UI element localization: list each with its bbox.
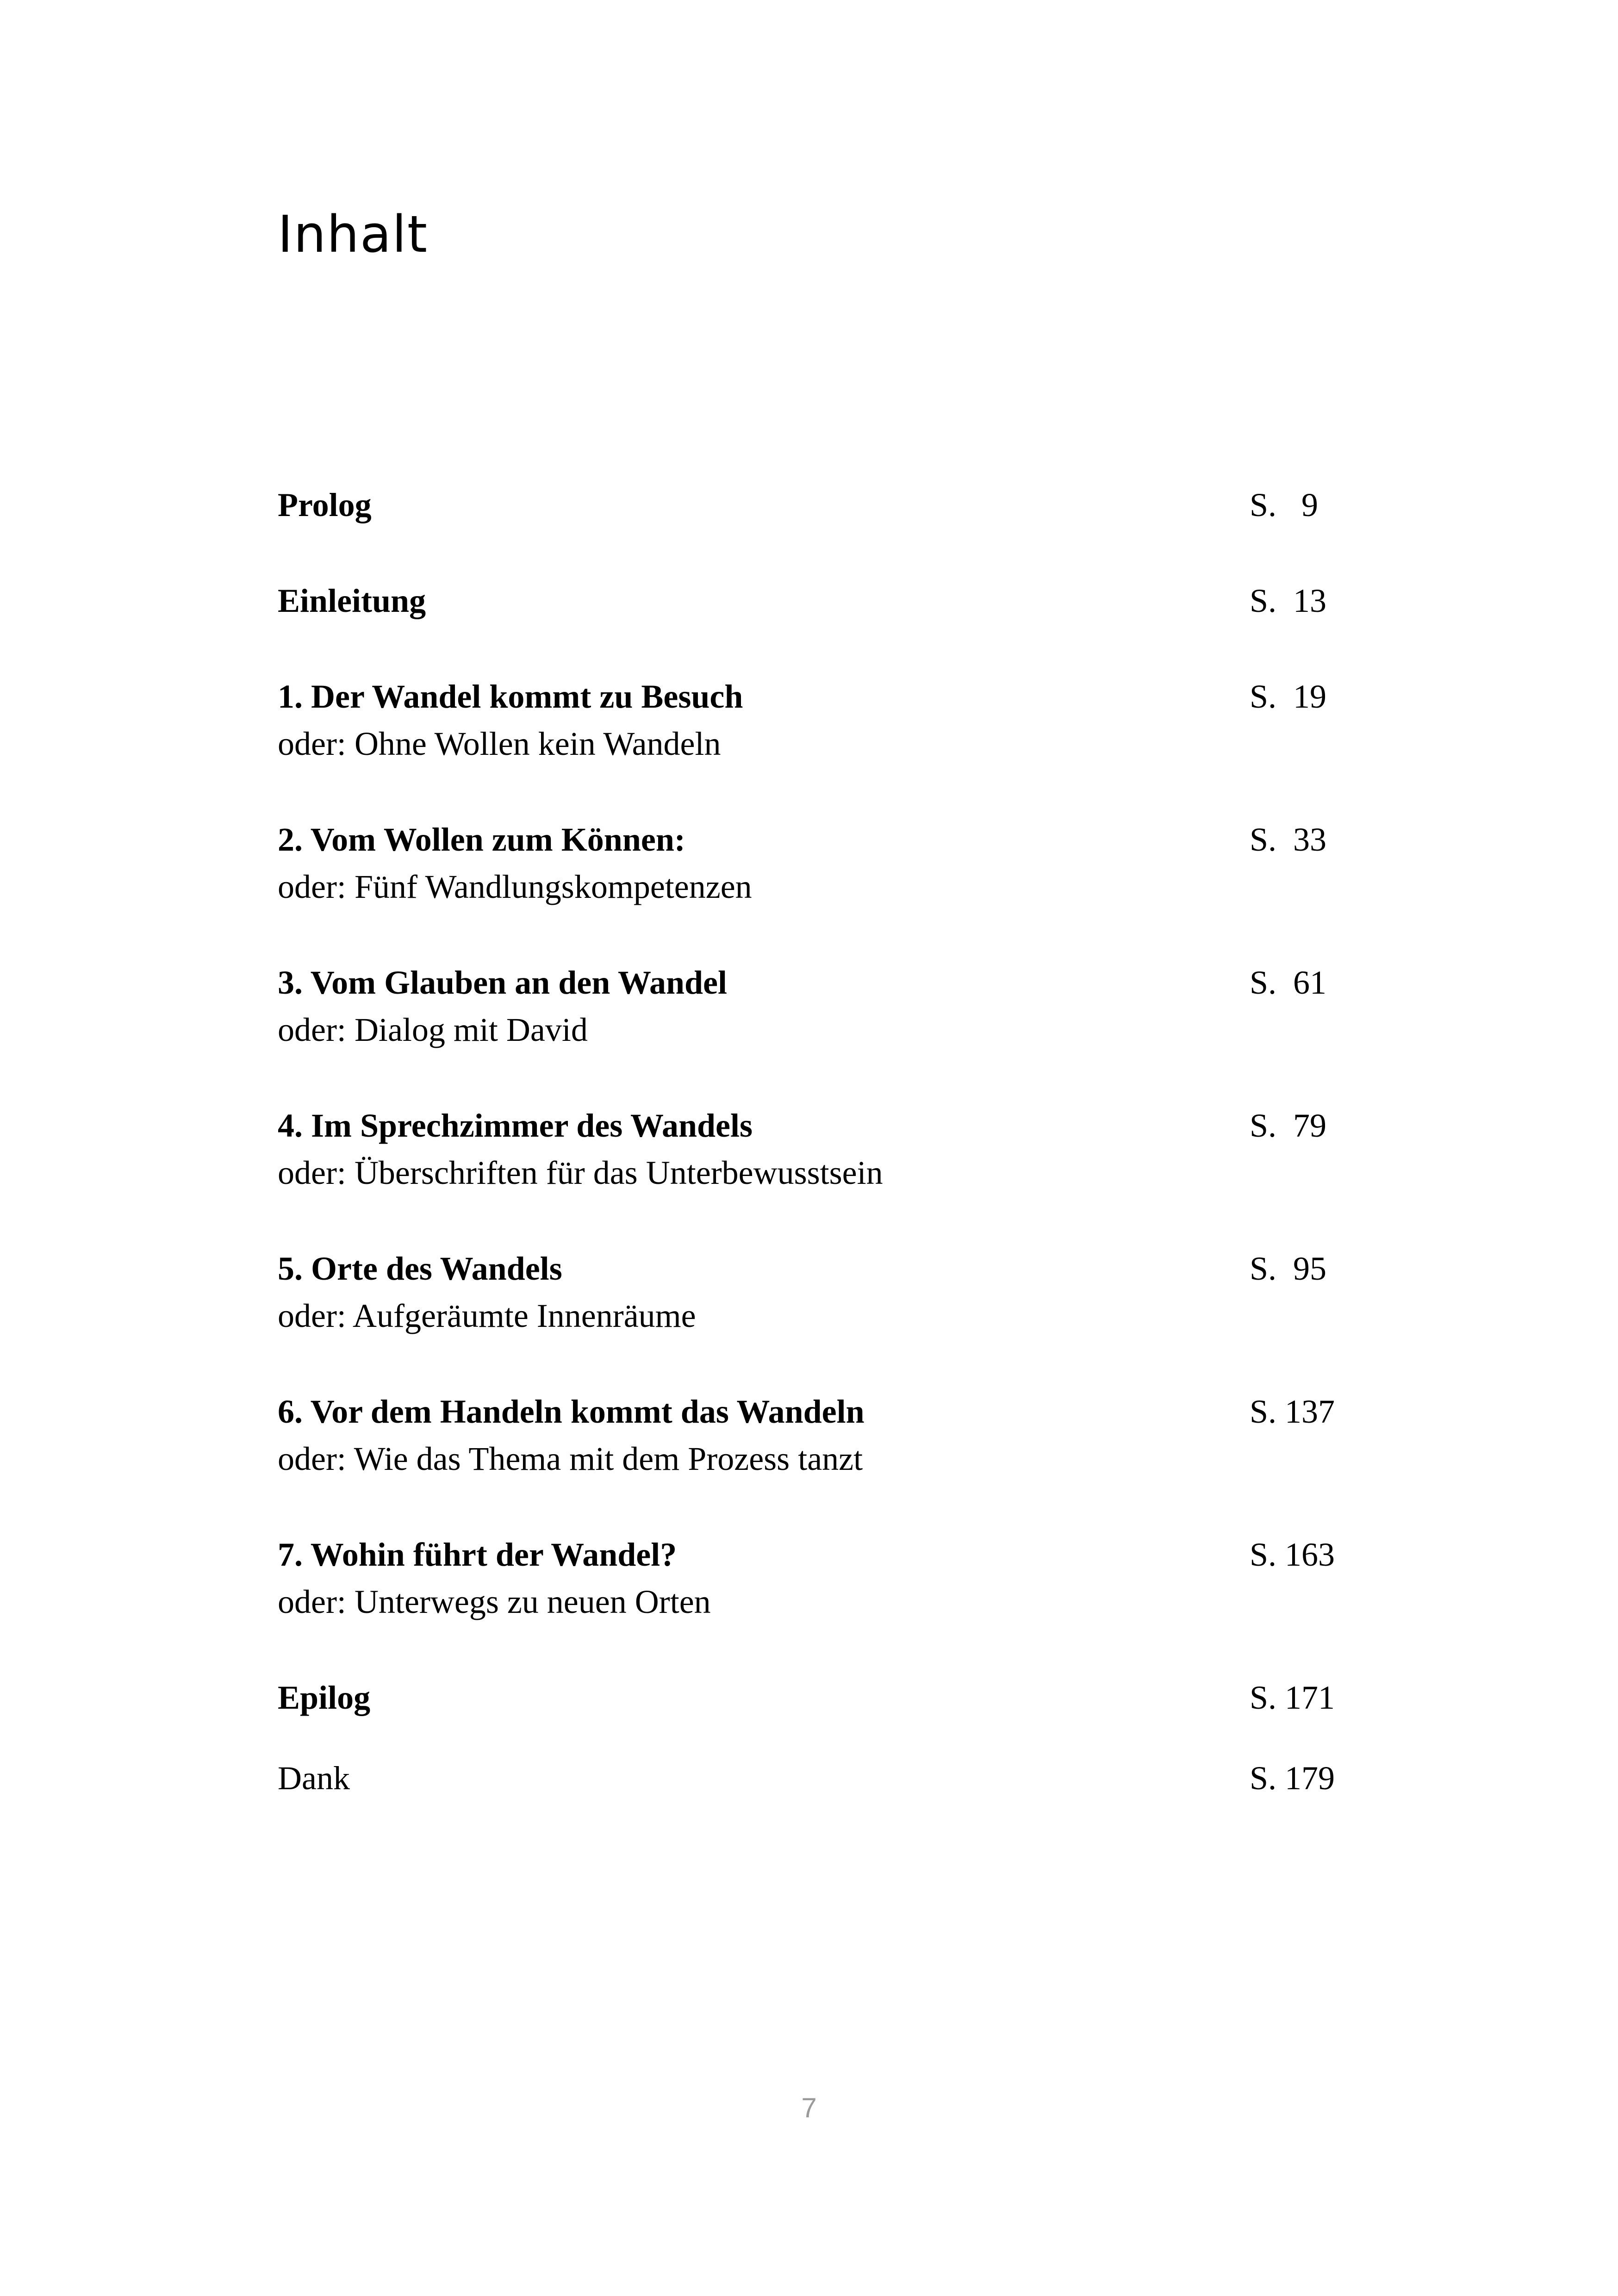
toc-entry-chapter-6[interactable]: [278, 1388, 1342, 1482]
toc-entry-chapter-4[interactable]: [278, 1102, 1342, 1196]
toc-entry-epilog[interactable]: [278, 1674, 1342, 1721]
toc-entry-title: 7. Wohin führt der Wandel?: [278, 1536, 677, 1573]
toc-entry-title: Dank: [278, 1760, 350, 1797]
toc-entry-title: 4. Im Sprechzimmer des Wandels: [278, 1107, 753, 1144]
table-of-contents: [278, 481, 1342, 1802]
toc-entry-subtitle: oder: Aufgeräumte Innenräume: [278, 1297, 696, 1334]
toc-entry-prolog[interactable]: [278, 481, 1342, 529]
toc-entry-page: S. 19: [1250, 678, 1327, 715]
toc-entry-page: S. 179: [1250, 1760, 1335, 1797]
toc-entry-subtitle: oder: Unterwegs zu neuen Orten: [278, 1583, 711, 1620]
toc-entry-chapter-2[interactable]: [278, 816, 1342, 910]
toc-entry-title: Epilog: [278, 1679, 371, 1716]
toc-entry-dank[interactable]: [278, 1755, 1342, 1802]
toc-entry-subtitle: oder: Fünf Wandlungskompetenzen: [278, 868, 752, 905]
toc-entry-title: Einleitung: [278, 582, 426, 619]
toc-entry-title: 1. Der Wandel kommt zu Besuch: [278, 678, 743, 715]
toc-entry-page: S. 137: [1250, 1393, 1335, 1430]
toc-entry-einleitung[interactable]: [278, 577, 1342, 624]
toc-entry-page: S. 95: [1250, 1250, 1327, 1287]
toc-entry-subtitle: oder: Wie das Thema mit dem Prozess tanzt: [278, 1440, 863, 1477]
toc-entry-page: S. 13: [1250, 582, 1327, 619]
toc-entry-chapter-5[interactable]: [278, 1245, 1342, 1339]
toc-entry-title: 2. Vom Wollen zum Können:: [278, 821, 685, 858]
toc-entry-title: 6. Vor dem Handeln kommt das Wandeln: [278, 1393, 865, 1430]
toc-entry-page: S. 163: [1250, 1536, 1335, 1573]
toc-entry-subtitle: oder: Überschriften für das Unterbewusstsein: [278, 1154, 883, 1191]
toc-entry-title: Prolog: [278, 486, 372, 523]
toc-entry-chapter-3[interactable]: [278, 959, 1342, 1053]
toc-entry-page: S. 61: [1250, 964, 1327, 1001]
toc-entry-chapter-1[interactable]: [278, 673, 1342, 767]
toc-entry-subtitle: oder: Ohne Wollen kein Wandeln: [278, 725, 721, 762]
toc-entry-title: 3. Vom Glauben an den Wandel: [278, 964, 728, 1001]
toc-entry-page: S. 33: [1250, 821, 1327, 858]
toc-entry-page: S. 9: [1250, 486, 1319, 523]
page-title: Inhalt: [278, 205, 428, 264]
toc-entry-page: S. 171: [1250, 1679, 1335, 1716]
page-number: 7: [801, 2092, 817, 2123]
toc-entry-title: 5. Orte des Wandels: [278, 1250, 562, 1287]
toc-entry-subtitle: oder: Dialog mit David: [278, 1011, 588, 1048]
toc-entry-page: S. 79: [1250, 1107, 1327, 1144]
toc-entry-chapter-7[interactable]: [278, 1531, 1342, 1625]
